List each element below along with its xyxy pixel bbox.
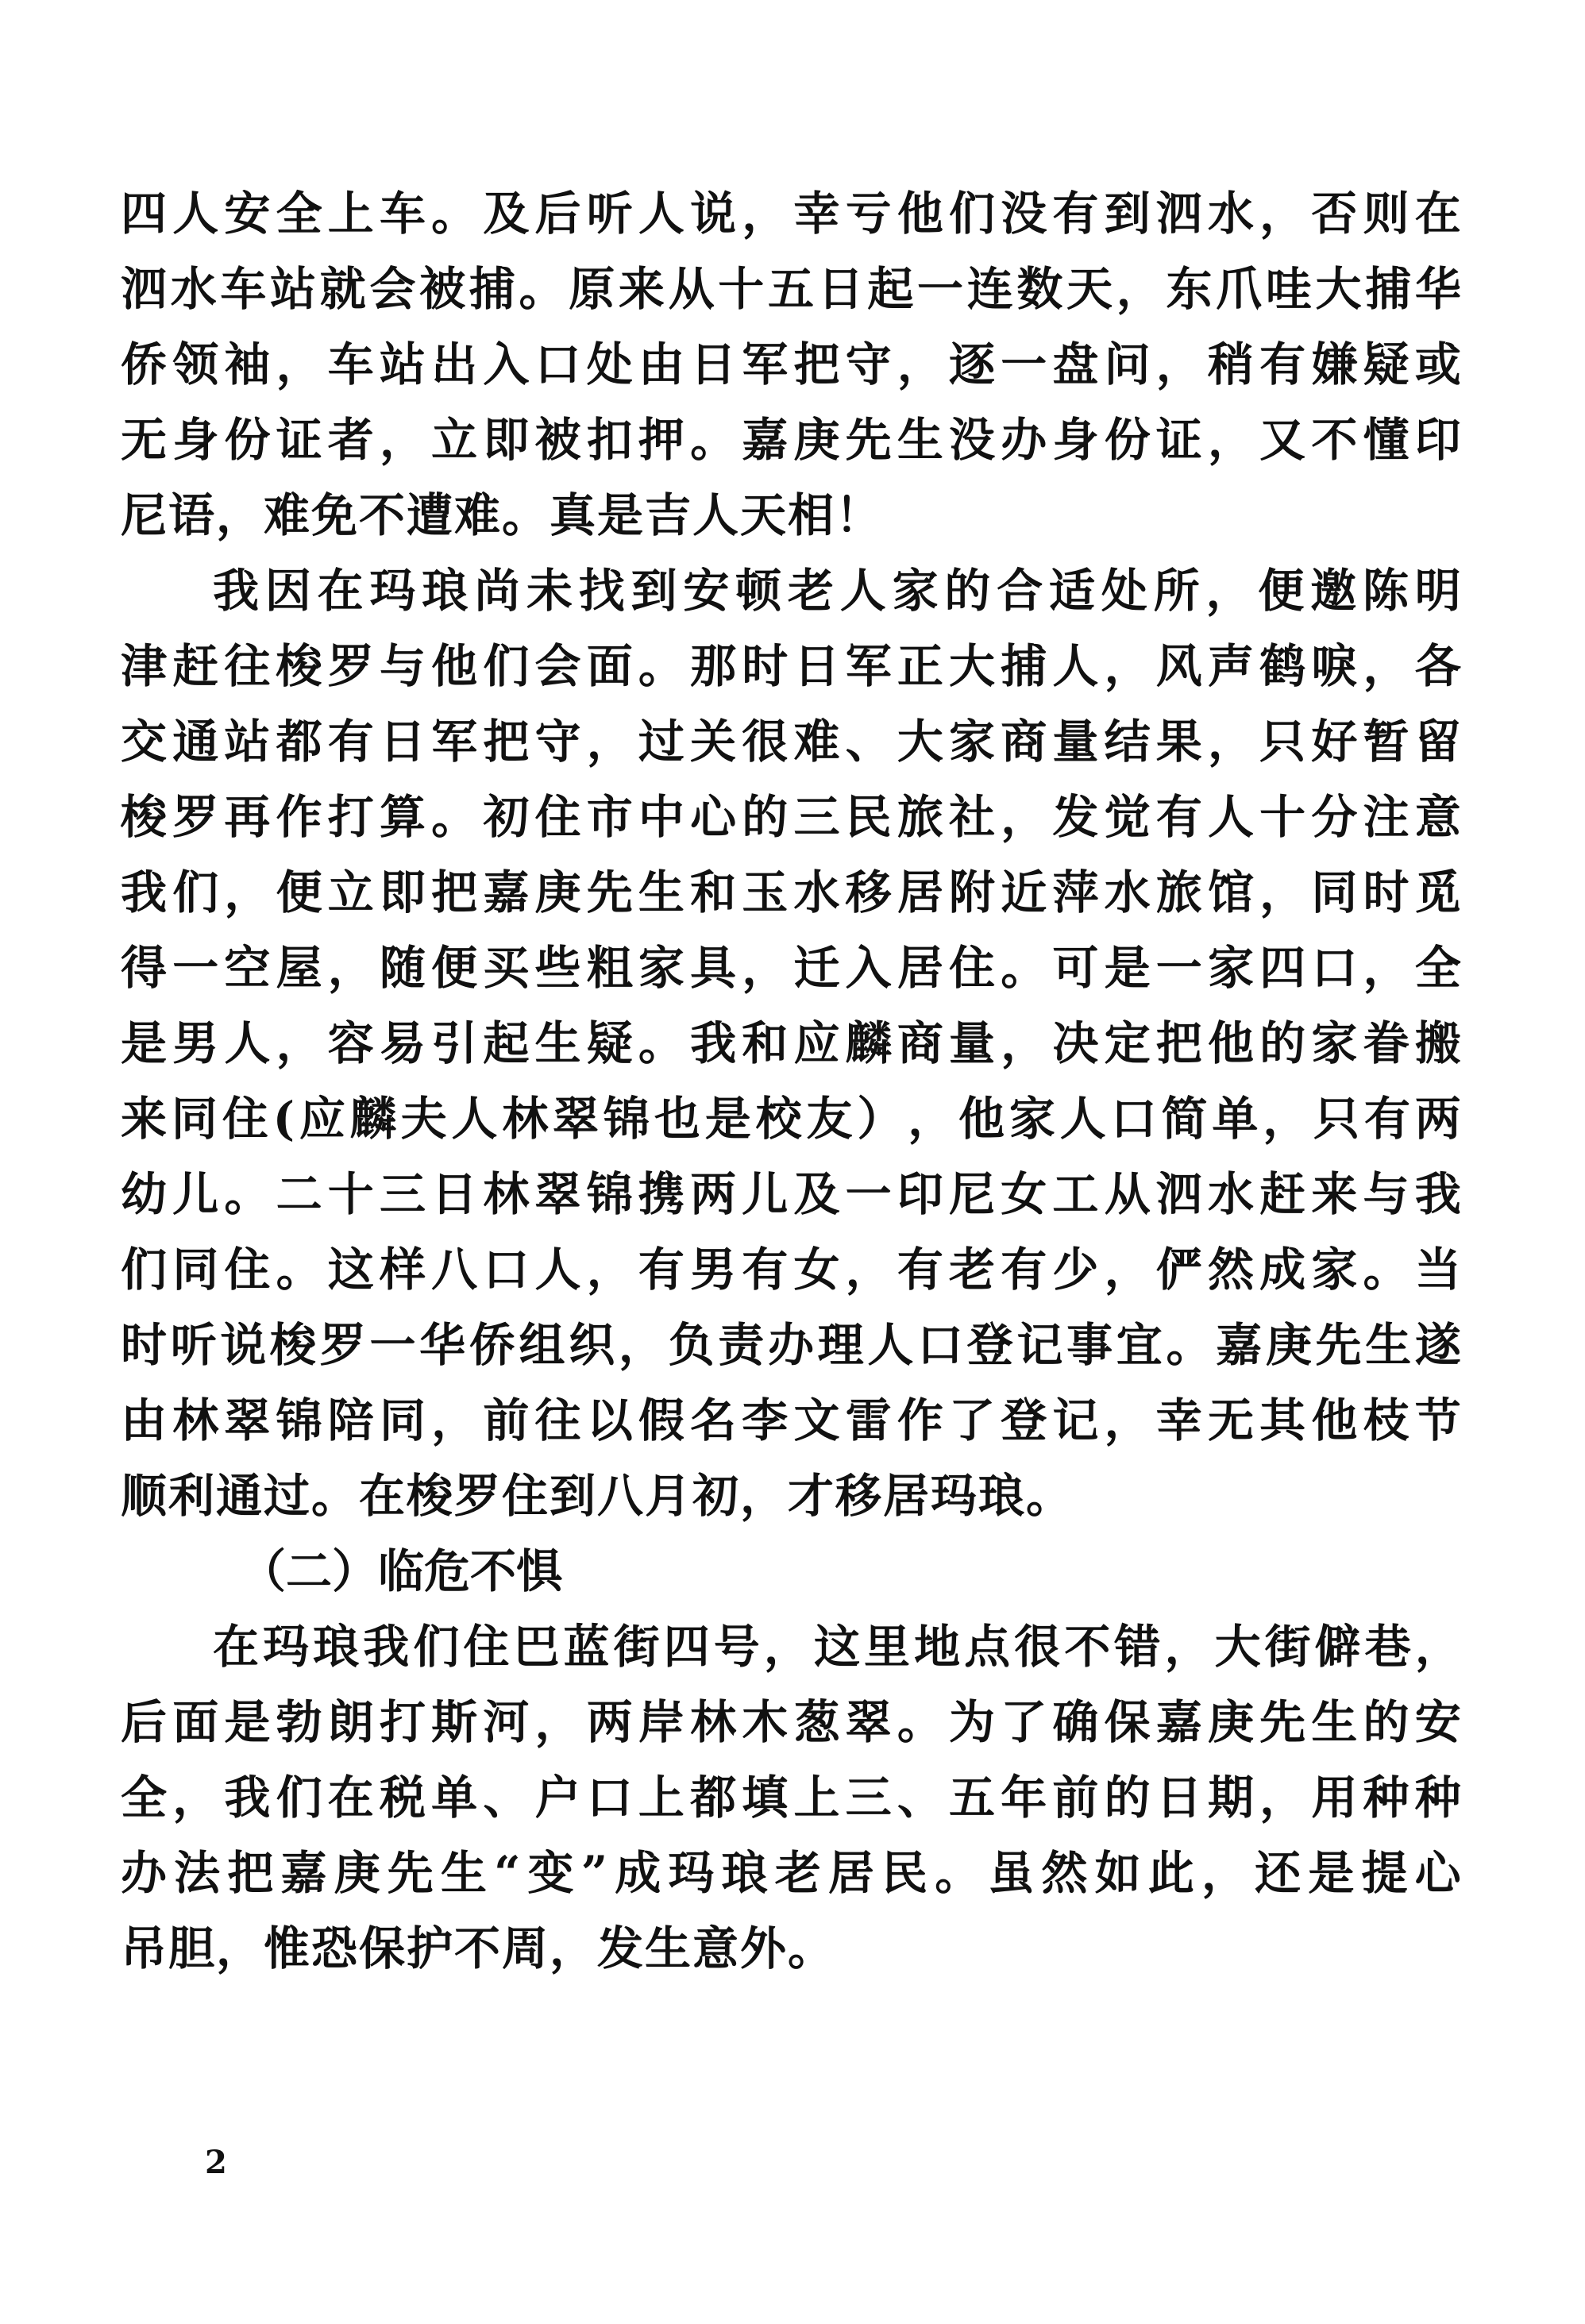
text-line: 来 同 住 ( 应 麟 夫 人 林 翠 锦 也 是 校 友 ） ， 他 家 人 口 简 单 ， 只 有 两 xyxy=(121,1092,1463,1146)
text-line: 在 玛 琅 我 们 住 巴 蓝 街 四 号 ， 这 里 地 点 很 不 错 ， 大 街 僻 巷 ， xyxy=(213,1620,1463,1674)
text-line: 顺利通过。在梭罗住到八月初，才移居玛琅。 xyxy=(121,1469,1074,1523)
text-line: 全 ， 我 们 在 税 单 、 户 口 上 都 填 上 三 、 五 年 前 的 日 期 ， 用 种 种 xyxy=(121,1771,1463,1825)
text-line: 津 赶 往 梭 罗 与 他 们 会 面 。 那 时 日 军 正 大 捕 人 ， 风 声 鹤 唳 ， 各 xyxy=(121,639,1463,693)
section-heading: （二）临危不惧 xyxy=(240,1544,563,1598)
text-line: 梭 罗 再 作 打 算 。 初 住 市 中 心 的 三 民 旅 社 ， 发 觉 有 人 十 分 注 意 xyxy=(121,790,1463,844)
page-number: 2 xyxy=(205,2144,227,2181)
text-line: 是 男 人 ， 容 易 引 起 生 疑 。 我 和 应 麟 商 量 ， 决 定 把 他 的 家 眷 搬 xyxy=(121,1016,1463,1070)
text-line: 们 同 住 。 这 样 八 口 人 ， 有 男 有 女 ， 有 老 有 少 ， 俨 然 成 家 。 当 xyxy=(121,1243,1463,1297)
text-line: 得 一 空 屋 ， 随 便 买 些 粗 家 具 ， 迁 入 居 住 。 可 是 一 家 四 口 ， 全 xyxy=(121,941,1463,995)
text-line: 侨 领 袖 ， 车 站 出 入 口 处 由 日 军 把 守 ， 逐 一 盘 问 ， 稍 有 嫌 疑 或 xyxy=(121,337,1463,391)
text-line: 我 因 在 玛 琅 尚 未 找 到 安 顿 老 人 家 的 合 适 处 所 ， 便 邀 陈 明 xyxy=(213,564,1463,618)
text-line: 四 人 安 全 上 车 。 及 后 听 人 说 ， 幸 亏 他 们 没 有 到 泗 水 ， 否 则 在 xyxy=(121,187,1463,241)
text-line: 办 法 把 嘉 庚 先 生 “ 变 ” 成 玛 琅 老 居 民 。 虽 然 如 此 ， 还 是 提 心 xyxy=(121,1846,1463,1900)
section-two xyxy=(121,1534,1463,1987)
text-line: 幼 儿 。 二 十 三 日 林 翠 锦 携 两 儿 及 一 印 尼 女 工 从 泗 水 赶 来 与 我 xyxy=(121,1167,1463,1221)
body-text xyxy=(121,176,1463,1534)
text-line: 吊胆，惟恐保护不周，发生意外。 xyxy=(121,1921,836,1975)
text-line: 时 听 说 梭 罗 一 华 侨 组 织 ， 负 责 办 理 人 口 登 记 事 宜 。 嘉 庚 先 生 遂 xyxy=(121,1318,1463,1372)
text-line: 尼语，难免不遭难。真是吉人天相！ xyxy=(121,488,884,542)
text-line: 无 身 份 证 者 ， 立 即 被 扣 押 。 嘉 庚 先 生 没 办 身 份 证 ， 又 不 懂 印 xyxy=(121,413,1463,467)
text-line: 交 通 站 都 有 日 军 把 守 ， 过 关 很 难 、 大 家 商 量 结 果 ， 只 好 暂 留 xyxy=(121,715,1463,769)
text-line: 我 们 ， 便 立 即 把 嘉 庚 先 生 和 玉 水 移 居 附 近 萍 水 旅 馆 ， 同 时 觅 xyxy=(121,865,1463,919)
text-line: 后 面 是 勃 朗 打 斯 河 ， 两 岸 林 木 葱 翠 。 为 了 确 保 嘉 庚 先 生 的 安 xyxy=(121,1695,1463,1749)
text-line: 泗 水 车 站 就 会 被 捕 。 原 来 从 十 五 日 起 一 连 数 天 ， 东 爪 哇 大 捕 华 xyxy=(121,262,1463,316)
text-line: 由 林 翠 锦 陪 同 ， 前 往 以 假 名 李 文 雷 作 了 登 记 ， 幸 无 其 他 枝 节 xyxy=(121,1393,1463,1447)
